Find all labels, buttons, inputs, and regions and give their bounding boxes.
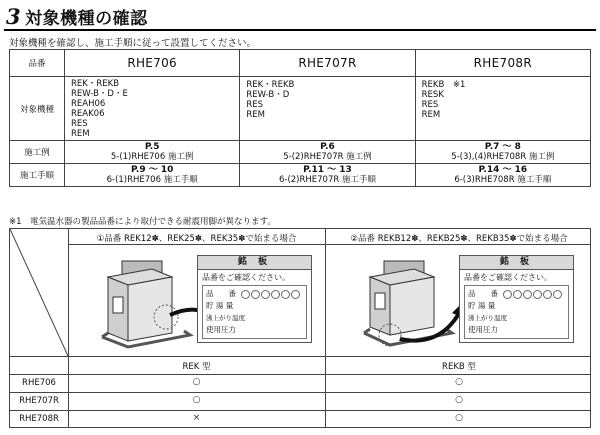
model-header: RHE708R — [415, 50, 590, 77]
divider — [68, 244, 590, 245]
page-ref: P.14 ～ 16 — [478, 165, 528, 175]
example-ref-cell — [65, 141, 240, 164]
section-ref: 5-(1)RHE706 施工例 — [110, 152, 194, 162]
nameplate-row: 貯 湯 量 — [206, 301, 234, 310]
title-underline — [4, 29, 596, 31]
compat-mark: × — [192, 413, 201, 423]
rek-type-label: REK 型 — [182, 362, 211, 372]
divider — [10, 356, 590, 357]
target-model: REK・REKB — [71, 78, 120, 89]
nameplate-title: 銘 板 — [460, 256, 573, 270]
target-model: RES — [246, 100, 264, 110]
divider — [10, 410, 590, 411]
procedure-ref-cell — [65, 164, 240, 187]
rekb-type-label: REKB 型 — [442, 362, 476, 372]
target-model: RES — [71, 118, 88, 129]
section-title-text: 対象機種の確認 — [25, 9, 148, 29]
target-model: REM — [421, 110, 441, 120]
nameplate-row: 品 番 — [206, 288, 303, 300]
table-row-example — [10, 141, 591, 164]
nameplate-row: 品 番 — [468, 288, 565, 300]
page-ref: P.11 ～ 13 — [303, 165, 352, 175]
nameplate-row: 沸上がり温度 — [206, 314, 245, 322]
page-ref: P.5 — [144, 142, 160, 152]
target-model: RESK — [421, 90, 444, 100]
model-header: RHE706 — [65, 50, 240, 77]
footnote: ※1 電気温水器の製品品番により取付できる耐震用脚が異なります。 — [9, 217, 276, 227]
intro-text: 対象機種を確認し、施工手順に従って設置してください。 — [9, 38, 257, 49]
divider — [10, 374, 590, 375]
nameplate-row: 使用圧力 — [206, 325, 236, 334]
page-ref: P.9 ～ 10 — [130, 165, 174, 175]
table-row-model — [10, 50, 591, 77]
nameplate-row: 貯 湯 量 — [468, 301, 496, 310]
row-label-procedure: 施工手順 — [10, 164, 65, 187]
nameplate-message: 品番をご確認ください。 — [464, 273, 552, 282]
compat-mark: ○ — [192, 395, 201, 405]
row-label-model: 品番 — [10, 50, 65, 77]
leg-type-table — [9, 228, 591, 428]
row-model-label: RHE707R — [19, 396, 59, 406]
empty-corner-diagonal — [10, 229, 68, 356]
section-ref: 5-(3),(4)RHE708R 施工例 — [451, 152, 555, 162]
target-model: REW-B・D — [246, 90, 290, 100]
divider — [10, 392, 590, 393]
target-model: REAK06 — [71, 108, 105, 119]
target-models-cell — [415, 77, 590, 141]
nameplate-title: 銘 板 — [198, 256, 311, 270]
example-ref-cell — [240, 141, 415, 164]
compatibility-table — [9, 49, 591, 187]
model-header: RHE707R — [240, 50, 415, 77]
section-ref: 5-(2)RHE707R 施工例 — [283, 152, 372, 162]
row-model-label: RHE708R — [19, 414, 59, 424]
rek-heater-illustration — [100, 255, 210, 350]
target-model: RES — [421, 100, 439, 110]
target-model: REK・REKB — [246, 80, 295, 90]
nameplate-row: 使用圧力 — [468, 325, 498, 334]
compat-mark: ○ — [192, 377, 201, 387]
section-title — [6, 4, 148, 29]
example-ref-cell — [415, 141, 590, 164]
section-ref: 6-(3)RHE708R 施工手順 — [454, 175, 552, 185]
nameplate-diagram — [459, 255, 574, 343]
procedure-ref-cell — [240, 164, 415, 187]
target-models-cell — [65, 77, 240, 141]
table-row-targets — [10, 77, 591, 141]
page-ref: P.6 — [320, 142, 335, 152]
section-ref: 6-(2)RHE707R 施工手順 — [278, 175, 376, 185]
target-model: REKB ※1 — [421, 80, 466, 90]
compat-mark: ○ — [455, 395, 463, 405]
rekb-heater-illustration — [360, 255, 470, 350]
nameplate-diagram — [197, 255, 312, 343]
section-number: 3 — [6, 4, 22, 29]
case2-caption: ②品番 REKB12✽、REKB25✽、REKB35✽で始まる場合 — [350, 234, 568, 244]
compat-mark: ○ — [455, 377, 463, 387]
target-model: REM — [246, 110, 265, 120]
nameplate-message: 品番をご確認ください。 — [202, 273, 290, 282]
compat-mark: ○ — [455, 413, 463, 423]
target-model: REAH06 — [71, 98, 106, 109]
target-models-cell — [240, 77, 415, 141]
row-model-label: RHE706 — [22, 378, 56, 388]
section-ref: 6-(1)RHE706 施工手順 — [106, 175, 198, 185]
nameplate-row: 沸上がり温度 — [468, 314, 507, 322]
case1-caption: ①品番 REK12✽、REK25✽、REK35✽で始まる場合 — [96, 234, 297, 244]
page-ref: P.7 ～ 8 — [484, 142, 521, 152]
row-label-example: 施工例 — [10, 141, 65, 164]
table-row-procedure — [10, 164, 591, 187]
target-model: REW-B・D・E — [71, 88, 128, 99]
target-model: REM — [71, 128, 90, 139]
row-label-targets: 対象機種 — [10, 77, 65, 141]
procedure-ref-cell — [415, 164, 590, 187]
